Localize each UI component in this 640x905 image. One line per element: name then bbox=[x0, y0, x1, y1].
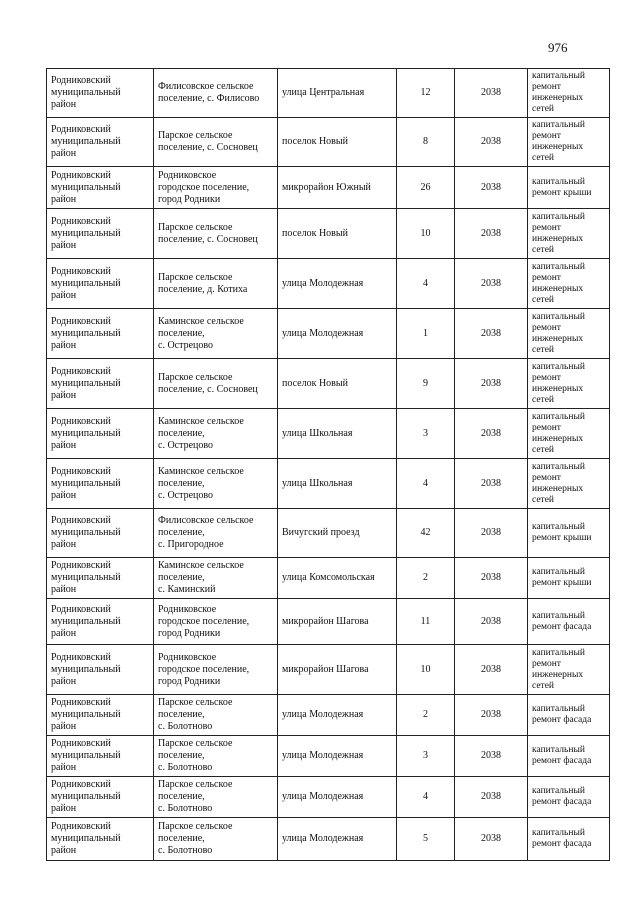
page-number: 976 bbox=[548, 40, 568, 55]
settlement-cell bbox=[154, 695, 278, 736]
settlement-cell-text: Каминское сельское поселение, с. Каминский bbox=[158, 560, 244, 595]
year-cell bbox=[455, 118, 528, 167]
table-row bbox=[47, 645, 610, 695]
district-cell bbox=[47, 599, 154, 645]
settlement-cell-text: Родниковское городское поселение, город Родники bbox=[158, 651, 250, 687]
work-type-cell bbox=[528, 558, 610, 599]
settlement-cell bbox=[154, 69, 278, 118]
year-cell-text: 2038 bbox=[481, 791, 501, 802]
year-cell-text: 2038 bbox=[481, 750, 501, 761]
street-cell-text: микрорайон Шагова bbox=[282, 615, 369, 627]
street-cell-text: поселок Новый bbox=[282, 227, 348, 239]
table-row bbox=[47, 459, 610, 509]
work-type-cell-text: капитальный ремонт крыши bbox=[532, 567, 592, 588]
table-row bbox=[47, 359, 610, 409]
house-number-cell bbox=[397, 167, 455, 209]
settlement-cell-text: Родниковское городское поселение, город Родники bbox=[158, 603, 250, 639]
house-number-cell-text: 10 bbox=[420, 227, 431, 239]
work-type-cell bbox=[528, 459, 610, 509]
district-cell bbox=[47, 409, 154, 459]
year-cell-text: 2038 bbox=[481, 227, 501, 239]
settlement-cell-text: Парское сельское поселение, с. Болотново bbox=[158, 738, 233, 773]
work-type-cell-text: капитальный ремонт инженерных сетей bbox=[532, 311, 585, 355]
year-cell-text: 2038 bbox=[481, 136, 501, 147]
work-type-cell-text: капитальный ремонт инженерных сетей bbox=[532, 261, 585, 305]
house-number-cell-text: 26 bbox=[420, 181, 431, 193]
year-cell bbox=[455, 259, 528, 309]
district-cell-text: Родниковский муниципальный район bbox=[51, 265, 121, 301]
year-cell bbox=[455, 777, 528, 818]
table-row bbox=[47, 259, 610, 309]
table-row bbox=[47, 409, 610, 459]
year-cell bbox=[455, 818, 528, 861]
year-cell-text: 2038 bbox=[481, 663, 501, 675]
house-number-cell-text: 4 bbox=[423, 277, 428, 289]
table-row bbox=[47, 599, 610, 645]
street-cell bbox=[278, 259, 397, 309]
settlement-cell-text: Родниковское городское поселение, город Родники bbox=[158, 169, 250, 205]
year-cell bbox=[455, 409, 528, 459]
house-number-cell bbox=[397, 69, 455, 118]
work-type-cell-text: капитальный ремонт инженерных сетей bbox=[532, 647, 585, 691]
settlement-cell bbox=[154, 599, 278, 645]
year-cell bbox=[455, 359, 528, 409]
district-cell bbox=[47, 118, 154, 167]
district-cell-text: Родниковский муниципальный район bbox=[51, 315, 121, 351]
work-type-cell-text: капитальный ремонт инженерных сетей bbox=[532, 461, 585, 505]
settlement-cell-text: Парское сельское поселение, с. Болотново bbox=[158, 697, 233, 732]
settlement-cell-text: Филисовское сельское поселение, с. Пригородное bbox=[158, 515, 254, 550]
district-cell-text: Родниковский муниципальный район bbox=[51, 465, 121, 501]
house-number-cell-text: 9 bbox=[423, 377, 428, 389]
house-number-cell-text: 4 bbox=[423, 477, 428, 489]
house-number-cell bbox=[397, 509, 455, 558]
street-cell-text: микрорайон Шагова bbox=[282, 663, 369, 675]
year-cell bbox=[455, 509, 528, 558]
work-type-cell-text: капитальный ремонт фасада bbox=[532, 704, 592, 725]
house-number-cell bbox=[397, 736, 455, 777]
settlement-cell-text: Парское сельское поселение, с. Болотново bbox=[158, 821, 233, 856]
district-cell-text: Родниковский муниципальный район bbox=[51, 560, 121, 595]
house-number-cell bbox=[397, 359, 455, 409]
work-type-cell-text: капитальный ремонт фасада bbox=[532, 786, 592, 807]
settlement-cell-text: Парское сельское поселение, с. Сосновец bbox=[158, 371, 258, 395]
year-cell bbox=[455, 167, 528, 209]
district-cell bbox=[47, 309, 154, 359]
street-cell-text: микрорайон Южный bbox=[282, 181, 371, 193]
settlement-cell bbox=[154, 736, 278, 777]
settlement-cell bbox=[154, 645, 278, 695]
work-type-cell-text: капитальный ремонт фасада bbox=[532, 828, 592, 849]
house-number-cell-text: 12 bbox=[420, 87, 431, 98]
settlement-cell-text: Каминское сельское поселение, с. Острецово bbox=[158, 415, 244, 451]
house-number-cell bbox=[397, 118, 455, 167]
table-row bbox=[47, 209, 610, 259]
year-cell-text: 2038 bbox=[481, 477, 501, 489]
district-cell-text: Родниковский муниципальный район bbox=[51, 603, 121, 639]
district-cell-text: Родниковский муниципальный район bbox=[51, 738, 121, 773]
district-cell bbox=[47, 259, 154, 309]
work-type-cell bbox=[528, 209, 610, 259]
work-type-cell-text: капитальный ремонт инженерных сетей bbox=[532, 120, 585, 163]
house-number-cell-text: 10 bbox=[420, 663, 431, 675]
table-row bbox=[47, 736, 610, 777]
district-cell bbox=[47, 818, 154, 861]
year-cell-text: 2038 bbox=[481, 709, 501, 720]
year-cell-text: 2038 bbox=[481, 327, 501, 339]
street-cell-text: улица Молодежная bbox=[282, 791, 364, 802]
table-row bbox=[47, 167, 610, 209]
street-cell bbox=[278, 695, 397, 736]
year-cell bbox=[455, 558, 528, 599]
house-number-cell bbox=[397, 599, 455, 645]
year-cell bbox=[455, 209, 528, 259]
table-row bbox=[47, 558, 610, 599]
street-cell-text: улица Молодежная bbox=[282, 277, 364, 289]
table-row bbox=[47, 69, 610, 118]
house-number-cell-text: 2 bbox=[423, 572, 428, 583]
year-cell bbox=[455, 309, 528, 359]
house-number-cell-text: 42 bbox=[420, 527, 431, 538]
settlement-cell bbox=[154, 209, 278, 259]
work-type-cell bbox=[528, 599, 610, 645]
street-cell-text: улица Комсомольская bbox=[282, 572, 375, 583]
year-cell-text: 2038 bbox=[481, 277, 501, 289]
district-cell bbox=[47, 69, 154, 118]
street-cell bbox=[278, 818, 397, 861]
street-cell bbox=[278, 409, 397, 459]
year-cell bbox=[455, 599, 528, 645]
settlement-cell-text: Парское сельское поселение, д. Котиха bbox=[158, 271, 248, 295]
table-row bbox=[47, 818, 610, 861]
district-cell bbox=[47, 209, 154, 259]
work-type-cell bbox=[528, 818, 610, 861]
work-type-cell bbox=[528, 69, 610, 118]
settlement-cell bbox=[154, 409, 278, 459]
district-cell bbox=[47, 558, 154, 599]
settlement-cell bbox=[154, 118, 278, 167]
work-type-cell-text: капитальный ремонт крыши bbox=[532, 522, 592, 543]
work-type-cell-text: капитальный ремонт инженерных сетей bbox=[532, 211, 585, 255]
table-row bbox=[47, 777, 610, 818]
year-cell-text: 2038 bbox=[481, 572, 501, 583]
settlement-cell bbox=[154, 309, 278, 359]
house-number-cell bbox=[397, 695, 455, 736]
settlement-cell bbox=[154, 509, 278, 558]
settlement-cell-text: Филисовское сельское поселение, с. Филисово bbox=[158, 81, 260, 104]
work-type-cell bbox=[528, 309, 610, 359]
house-number-cell bbox=[397, 259, 455, 309]
work-type-cell bbox=[528, 359, 610, 409]
street-cell-text: улица Школьная bbox=[282, 477, 353, 489]
table-row bbox=[47, 309, 610, 359]
house-number-cell-text: 11 bbox=[420, 615, 431, 627]
settlement-cell bbox=[154, 259, 278, 309]
street-cell bbox=[278, 459, 397, 509]
work-type-cell bbox=[528, 118, 610, 167]
year-cell-text: 2038 bbox=[481, 377, 501, 389]
house-number-cell bbox=[397, 459, 455, 509]
work-type-cell bbox=[528, 645, 610, 695]
year-cell bbox=[455, 459, 528, 509]
street-cell bbox=[278, 558, 397, 599]
district-cell bbox=[47, 777, 154, 818]
year-cell bbox=[455, 695, 528, 736]
house-number-cell-text: 3 bbox=[423, 427, 428, 439]
year-cell-text: 2038 bbox=[481, 615, 501, 627]
house-number-cell-text: 2 bbox=[423, 709, 428, 720]
work-type-cell bbox=[528, 777, 610, 818]
street-cell bbox=[278, 309, 397, 359]
street-cell-text: улица Центральная bbox=[282, 87, 365, 98]
house-number-cell-text: 4 bbox=[423, 791, 428, 802]
house-number-cell bbox=[397, 777, 455, 818]
district-cell bbox=[47, 167, 154, 209]
district-cell bbox=[47, 459, 154, 509]
year-cell bbox=[455, 69, 528, 118]
house-number-cell-text: 5 bbox=[423, 833, 428, 844]
work-type-cell-text: капитальный ремонт инженерных сетей bbox=[532, 411, 585, 455]
work-type-cell bbox=[528, 509, 610, 558]
district-cell-text: Родниковский муниципальный район bbox=[51, 169, 121, 205]
house-number-cell bbox=[397, 409, 455, 459]
work-type-cell-text: капитальный ремонт фасада bbox=[532, 610, 592, 632]
district-cell-text: Родниковский муниципальный район bbox=[51, 821, 121, 856]
repair-schedule-table bbox=[46, 68, 610, 861]
year-cell bbox=[455, 645, 528, 695]
street-cell bbox=[278, 118, 397, 167]
settlement-cell bbox=[154, 359, 278, 409]
district-cell bbox=[47, 645, 154, 695]
settlement-cell bbox=[154, 167, 278, 209]
work-type-cell bbox=[528, 736, 610, 777]
street-cell-text: улица Молодежная bbox=[282, 709, 364, 720]
house-number-cell-text: 8 bbox=[423, 136, 428, 147]
year-cell-text: 2038 bbox=[481, 427, 501, 439]
work-type-cell bbox=[528, 695, 610, 736]
house-number-cell bbox=[397, 558, 455, 599]
street-cell-text: поселок Новый bbox=[282, 377, 348, 389]
settlement-cell-text: Парское сельское поселение, с. Сосновец bbox=[158, 221, 258, 245]
district-cell-text: Родниковский муниципальный район bbox=[51, 515, 121, 550]
work-type-cell bbox=[528, 167, 610, 209]
street-cell bbox=[278, 777, 397, 818]
district-cell-text: Родниковский муниципальный район bbox=[51, 697, 121, 732]
district-cell-text: Родниковский муниципальный район bbox=[51, 75, 121, 110]
district-cell-text: Родниковский муниципальный район bbox=[51, 415, 121, 451]
work-type-cell-text: капитальный ремонт инженерных сетей bbox=[532, 361, 585, 405]
settlement-cell-text: Каминское сельское поселение, с. Острецово bbox=[158, 465, 244, 501]
year-cell-text: 2038 bbox=[481, 527, 501, 538]
street-cell-text: улица Школьная bbox=[282, 427, 353, 439]
district-cell-text: Родниковский муниципальный район bbox=[51, 651, 121, 687]
district-cell-text: Родниковский муниципальный район bbox=[51, 365, 121, 401]
house-number-cell bbox=[397, 645, 455, 695]
settlement-cell bbox=[154, 459, 278, 509]
year-cell-text: 2038 bbox=[481, 833, 501, 844]
street-cell-text: поселок Новый bbox=[282, 136, 348, 147]
settlement-cell-text: Парское сельское поселение, с. Сосновец bbox=[158, 130, 258, 153]
settlement-cell bbox=[154, 777, 278, 818]
street-cell bbox=[278, 69, 397, 118]
street-cell-text: улица Молодежная bbox=[282, 327, 364, 339]
district-cell bbox=[47, 695, 154, 736]
settlement-cell bbox=[154, 558, 278, 599]
year-cell-text: 2038 bbox=[481, 87, 501, 98]
year-cell-text: 2038 bbox=[481, 181, 501, 193]
street-cell bbox=[278, 736, 397, 777]
street-cell bbox=[278, 209, 397, 259]
work-type-cell bbox=[528, 409, 610, 459]
house-number-cell-text: 3 bbox=[423, 750, 428, 761]
settlement-cell bbox=[154, 818, 278, 861]
district-cell bbox=[47, 509, 154, 558]
work-type-cell-text: капитальный ремонт крыши bbox=[532, 176, 592, 198]
house-number-cell bbox=[397, 309, 455, 359]
district-cell bbox=[47, 736, 154, 777]
street-cell bbox=[278, 509, 397, 558]
street-cell-text: улица Молодежная bbox=[282, 833, 364, 844]
table-row bbox=[47, 695, 610, 736]
district-cell bbox=[47, 359, 154, 409]
settlement-cell-text: Парское сельское поселение, с. Болотново bbox=[158, 779, 233, 814]
district-cell-text: Родниковский муниципальный район bbox=[51, 124, 121, 159]
street-cell-text: улица Молодежная bbox=[282, 750, 364, 761]
district-cell-text: Родниковский муниципальный район bbox=[51, 779, 121, 814]
street-cell-text: Вичугский проезд bbox=[282, 527, 360, 538]
work-type-cell-text: капитальный ремонт фасада bbox=[532, 745, 592, 766]
work-type-cell bbox=[528, 259, 610, 309]
year-cell bbox=[455, 736, 528, 777]
work-type-cell-text: капитальный ремонт инженерных сетей bbox=[532, 71, 585, 114]
table-row bbox=[47, 509, 610, 558]
street-cell bbox=[278, 167, 397, 209]
street-cell bbox=[278, 599, 397, 645]
table-row bbox=[47, 118, 610, 167]
district-cell-text: Родниковский муниципальный район bbox=[51, 215, 121, 251]
street-cell bbox=[278, 359, 397, 409]
house-number-cell-text: 1 bbox=[423, 327, 428, 339]
house-number-cell bbox=[397, 818, 455, 861]
street-cell bbox=[278, 645, 397, 695]
settlement-cell-text: Каминское сельское поселение, с. Острецово bbox=[158, 315, 244, 351]
house-number-cell bbox=[397, 209, 455, 259]
